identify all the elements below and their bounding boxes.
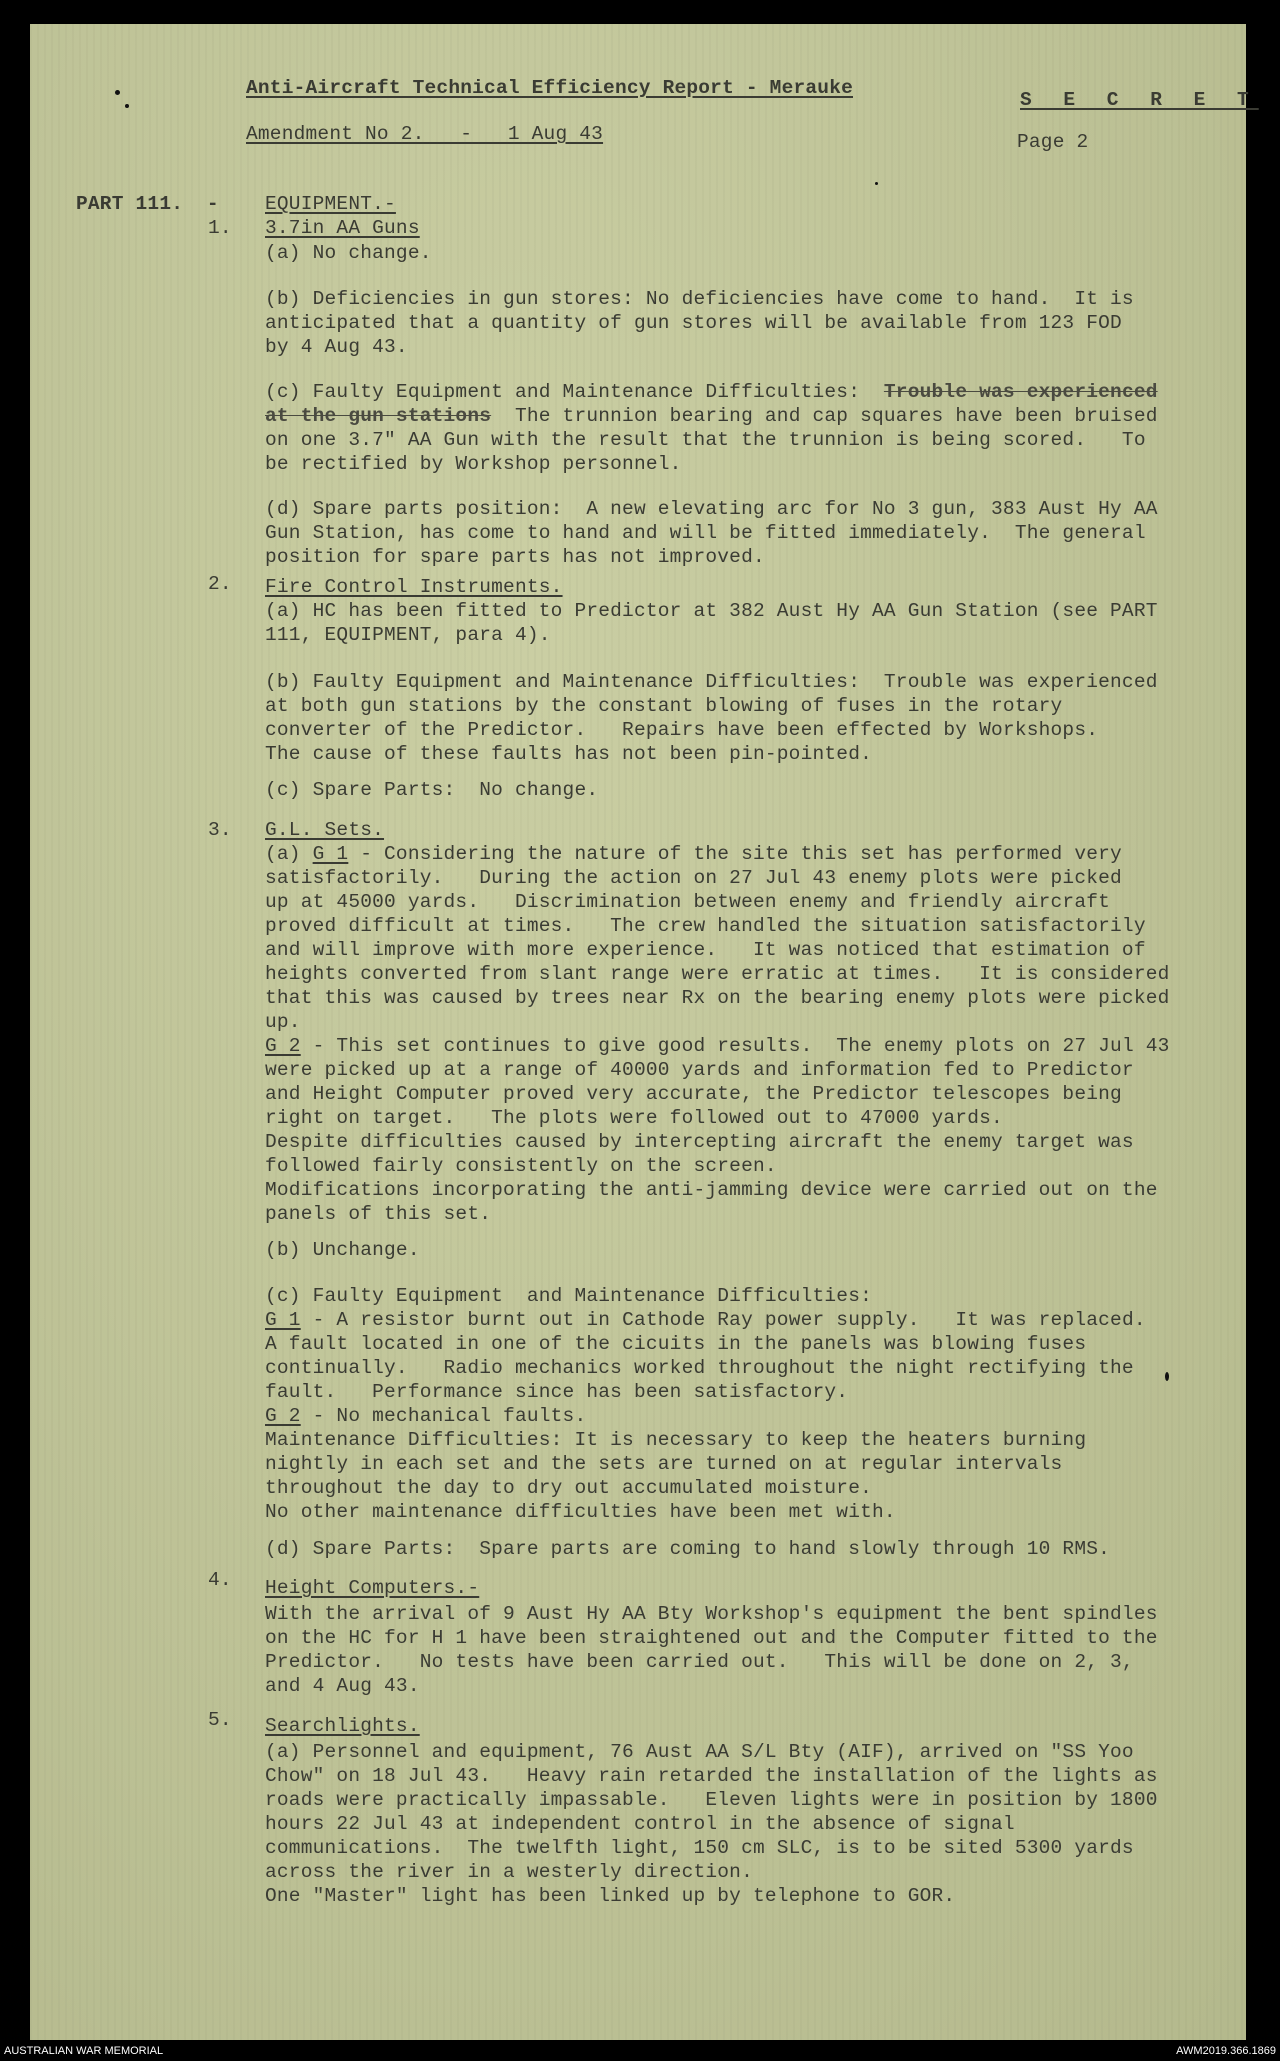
s3-c-g1-line: A fault located in one of the cicuits in the panels was blowing fuses <box>265 1333 1087 1355</box>
s1-para-c-line: be rectified by Workshop personnel. <box>265 453 682 475</box>
s3-g2-line: Despite difficulties caused by intercepting aircraft the enemy target was <box>265 1131 1134 1153</box>
g2-set-label: G 2 <box>265 1405 301 1427</box>
g2-set-label: G 2 <box>265 1035 301 1057</box>
part-heading: EQUIPMENT.- <box>265 193 396 215</box>
section-5-number: 5. <box>208 1709 232 1731</box>
section-1-title: 3.7in AA Guns <box>265 217 420 239</box>
amendment-line: Amendment No 2. - 1 Aug 43 <box>246 123 604 145</box>
s3-maint-line: Maintenance Difficulties: It is necessary to keep the heaters burning <box>265 1429 1087 1451</box>
s3-g1-line: that this was caused by trees near Rx on the bearing enemy plots were picked <box>265 987 1170 1009</box>
s3-c-g2-first-text: - No mechanical faults. <box>300 1405 587 1427</box>
s3-g2-line: and Height Computer proved very accurate, the Predictor telescopes being <box>265 1083 1122 1105</box>
paper-speck <box>875 182 878 185</box>
s3-g1-line: and will improve with more experience. It was noticed that estimation of <box>265 939 1146 961</box>
s1-para-b-line: (b) Deficiencies in gun stores: No deficiencies have come to hand. It is <box>265 288 1134 310</box>
s3-g1-line: proved difficult at times. The crew handled the situation satisfactorily <box>265 915 1146 937</box>
s3-maint-line: throughout the day to dry out accumulated moisture. <box>265 1477 872 1499</box>
classification-marking: S E C R E T <box>1020 89 1259 111</box>
s3-para-c-heading: (c) Faulty Equipment and Maintenance Difficulties: <box>265 1285 872 1307</box>
report-title: Anti-Aircraft Technical Efficiency Report - Merauke <box>246 77 853 99</box>
s1-para-c-rest: The trunnion bearing and cap squares have been bruised <box>491 405 1158 427</box>
section-1-number: 1. <box>208 217 232 239</box>
s2-para-a-line: 111, EQUIPMENT, para 4). <box>265 624 551 646</box>
s1-para-b-line: by 4 Aug 43. <box>265 336 408 358</box>
s4-line: Predictor. No tests have been carried out. This will be done on 2, 3, <box>265 1651 1134 1673</box>
section-4-title: Height Computers.- <box>265 1577 480 1599</box>
s1-para-d-line: position for spare parts has not improved. <box>265 546 765 568</box>
paper-speck <box>125 104 129 108</box>
s5-line: Chow" on 18 Jul 43. Heavy rain retarded the installation of the lights as <box>265 1765 1158 1787</box>
s3-g2-line: Modifications incorporating the anti-jamming device were carried out on the <box>265 1179 1158 1201</box>
s4-line: With the arrival of 9 Aust Hy AA Bty Workshop's equipment the bent spindles <box>265 1603 1158 1625</box>
section-3-number: 3. <box>208 819 232 841</box>
s5-line: hours 22 Jul 43 at independent control in the absence of signal <box>265 1813 1015 1835</box>
s3-g2-line: were picked up at a range of 40000 yards and information fed to Predictor <box>265 1059 1134 1081</box>
s1-para-c-line-1 <box>265 380 1158 405</box>
s2-para-b-line: (b) Faulty Equipment and Maintenance Difficulties: Trouble was experienced <box>265 671 1158 693</box>
s3-g2-first-text: - This set continues to give good results. The enemy plots on 27 Jul 43 <box>300 1035 1170 1057</box>
s3-c-g1-line: continually. Radio mechanics worked throughout the night rectifying the <box>265 1357 1134 1379</box>
s1-para-a: (a) No change. <box>265 242 432 264</box>
s3-g2-line: panels of this set. <box>265 1203 492 1225</box>
footer-credit: AUSTRALIAN WAR MEMORIAL <box>4 2045 164 2057</box>
s1-para-c-line-2 <box>265 404 1158 429</box>
s3-c-g2-first-line <box>265 1404 586 1429</box>
s5-line: across the river in a westerly direction. <box>265 1861 753 1883</box>
s2-para-c: (c) Spare Parts: No change. <box>265 779 599 801</box>
paper-speck <box>115 90 120 95</box>
s3-c-g1-line: fault. Performance since has been satisfactory. <box>265 1381 849 1403</box>
s5-line: One "Master" light has been linked up by telephone to GOR. <box>265 1885 956 1907</box>
s1-para-c-line: on one 3.7" AA Gun with the result that the trunnion is being scored. To <box>265 429 1146 451</box>
s3-g1-line: heights converted from slant range were erratic at times. It is considered <box>265 963 1170 985</box>
s3-g2-first-line <box>265 1034 1170 1059</box>
section-2-title: Fire Control Instruments. <box>265 576 563 598</box>
page-number: Page 2 <box>1017 131 1089 153</box>
s3-g1-first-line <box>265 842 1122 867</box>
document-sheet <box>30 24 1259 2040</box>
s3-g1-line: satisfactorily. During the action on 27 Jul 43 enemy plots were picked <box>265 867 1122 889</box>
s1-para-d-line: (d) Spare parts position: A new elevating arc for No 3 gun, 383 Aust Hy AA <box>265 498 1158 520</box>
section-2-number: 2. <box>208 573 232 595</box>
s5-line: roads were practically impassable. Eleven lights were in position by 1800 <box>265 1789 1158 1811</box>
s3-para-d: (d) Spare Parts: Spare parts are coming to hand slowly through 10 RMS. <box>265 1538 1111 1560</box>
s1-para-d-line: Gun Station, has come to hand and will be fitted immediately. The general <box>265 522 1146 544</box>
s2-para-b-line: The cause of these faults has not been pin-pointed. <box>265 743 872 765</box>
s1-para-c-lead: (c) Faulty Equipment and Maintenance Difficulties: <box>265 381 884 403</box>
s3-maint-line: No other maintenance difficulties have been met with. <box>265 1501 896 1523</box>
s3-para-a-label: (a) <box>265 843 313 865</box>
s4-line: on the HC for H 1 have been straightened out and the Computer fitted to the <box>265 1627 1158 1649</box>
paper-speck <box>1165 1372 1169 1381</box>
section-4-number: 4. <box>208 1569 232 1591</box>
g1-set-label: G 1 <box>312 843 349 865</box>
part-label: PART 111. - <box>76 193 219 215</box>
s1-para-b-line: anticipated that a quantity of gun stores will be available from 123 FOD <box>265 312 1122 334</box>
struck-text: Trouble was experienced <box>883 381 1158 403</box>
g1-set-label: G 1 <box>265 1309 301 1331</box>
footer-accession-number: AWM2019.366.1869 <box>1176 2045 1276 2057</box>
s3-maint-line: nightly in each set and the sets are turned on at regular intervals <box>265 1453 1063 1475</box>
s3-g1-line: up at 45000 yards. Discrimination between enemy and friendly aircraft <box>265 891 1111 913</box>
s5-line: communications. The twelfth light, 150 cm SLC, is to be sited 5300 yards <box>265 1837 1134 1859</box>
s5-line: (a) Personnel and equipment, 76 Aust AA S/L Bty (AIF), arrived on "SS Yoo <box>265 1741 1134 1763</box>
section-5-title: Searchlights. <box>265 1715 420 1737</box>
s3-c-g1-first-text: - A resistor burnt out in Cathode Ray power supply. It was replaced. <box>300 1309 1146 1331</box>
s3-g1-first-text: - Considering the nature of the site this set has performed very <box>348 843 1122 865</box>
s3-c-g1-first-line <box>265 1308 1146 1333</box>
s3-g2-line: right on target. The plots were followed out to 47000 yards. <box>265 1107 1003 1129</box>
s2-para-b-line: at both gun stations by the constant blowing of fuses in the rotary <box>265 695 1063 717</box>
struck-text: at the gun stations <box>265 405 492 427</box>
s4-line: and 4 Aug 43. <box>265 1675 420 1697</box>
s3-g1-line: up. <box>265 1011 301 1033</box>
s3-para-b: (b) Unchange. <box>265 1239 420 1261</box>
section-3-title: G.L. Sets. <box>265 819 385 841</box>
s2-para-b-line: converter of the Predictor. Repairs have been effected by Workshops. <box>265 719 1099 741</box>
s3-g2-line: followed fairly consistently on the screen. <box>265 1155 777 1177</box>
s2-para-a-line: (a) HC has been fitted to Predictor at 382 Aust Hy AA Gun Station (see PART <box>265 600 1158 622</box>
